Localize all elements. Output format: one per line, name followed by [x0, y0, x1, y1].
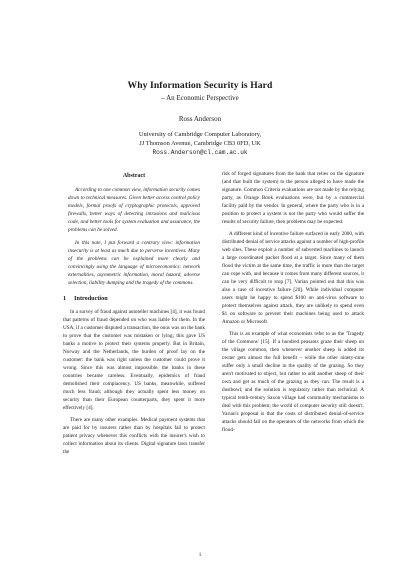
body-paragraph: This is an example of what economists refer to as the 'Tragedy of the Commons' [15]. If a hundred peasants graze their sheep on the village common, then whenever another sheep is added its owner gets almost the full benefit – while the other ninety-nine suffer only a small decline in the quality of the grazing. So they aren't motivated to object, but rather to add another sheep of their own and get as much of the grazing as they can. The result is a dustbowl; and the solution is regulatory rather than technical. A typical tenth-century Saxon village had community mechanisms to deal with this problem; the world of computer security still doesn't. Varian's proposal is that the costs of distributed denial-of-service attacks should fall on the operators of the networks from which the flood-: [222, 331, 364, 433]
affiliation-line-2: JJ Thomson Avenue, Cambridge CB3 0FD, UK: [139, 140, 261, 147]
body-paragraph: risk of forged signatures from the bank that relies on the signature (and that built the system) to the person alleged to have made the signature. Common Criteria evaluations are not made by the relying party, as Orange Book evaluations were, but by a commercial facility paid by the vendor. In general, where the party who is in a position to protect a system is not the party who would suffer the results of security failure, then problems may be expected.: [222, 171, 364, 225]
affiliation-line-1: University of Cambridge Computer Laboratory,: [138, 131, 262, 138]
page-number: 1: [198, 552, 202, 558]
author-email: Ross.Anderson@cl.cam.ac.uk: [152, 149, 248, 156]
paper-subtitle: – An Economic Perspective: [161, 94, 239, 102]
section-title: Introduction: [74, 295, 108, 302]
abstract-paragraph: According to one common view, information security comes down to technical measures. Given better access control policy models, formal proofs of cryptographic protocols, approved firewalls, better ways of detecting intrusions and malicious code, and better tools for system evaluation and assurance, the problems can be solved.: [68, 187, 200, 233]
section-number: 1: [63, 295, 67, 302]
abstract-heading: Abstract: [122, 173, 146, 179]
author-name: Ross Anderson: [178, 115, 222, 123]
body-paragraph: A different kind of incentive failure surfaced in early 2000, with distributed denial of service attacks against a number of high-profile web sites. These exploit a number of subverted machines to launch a large coordinated packet flood at a target. Since many of them flood the victim at the same time, the traffic is more than the target can cope with, and because it comes from many different sources, it can be very difficult to stop [7]. Varian pointed out that this was also a case of incentive failure [20]. While individual computer users might be happy to spend $100 on anti-virus software to protect themselves against attack, they are unlikely to spend even $1 on software to prevent their machines being used to attack Amazon or Microsoft.: [222, 231, 364, 325]
section-heading: [63, 295, 205, 303]
paper-title: Why Information Security is Hard: [127, 80, 273, 91]
right-column: [222, 170, 364, 438]
abstract-body: [68, 186, 200, 287]
abstract-paragraph: In this note, I put forward a contrary view: information insecurity is at least as much due to perverse incentives. Many of the problems can be explained more clearly and convincingly using the language of microeconomics: network externalities, asymmetric information, moral hazard, adverse selection, liability dumping and the tragedy of the commons.: [68, 240, 200, 286]
left-column: [63, 170, 205, 460]
body-paragraph: In a survey of fraud against autoteller machines [4], it was found that patterns of fraud depended on who was liable for them. In the USA, if a customer disputed a transaction, the onus was on the bank to prove that the customer was mistaken or lying; this gave US banks a motive to protect their systems properly. But in Britain, Norway and the Netherlands, the burden of proof lay on the customer: the bank was right unless the customer could prove it wrong. Since this was almost impossible, the banks in these countries became careless. Eventually, epidemics of fraud demolished their complacency. US banks, meanwhile, suffered much less fraud; although they actually spent less money on security than their European counterparts, they spent it more effectively [4].: [63, 309, 205, 411]
body-paragraph: There are many other examples. Medical payment systems that are paid for by insurers rather than by hospitals fail to protect patient privacy whenever this conflicts with the insurer's wish to collect information about its clients. Digital signature laws transfer the: [63, 417, 205, 455]
